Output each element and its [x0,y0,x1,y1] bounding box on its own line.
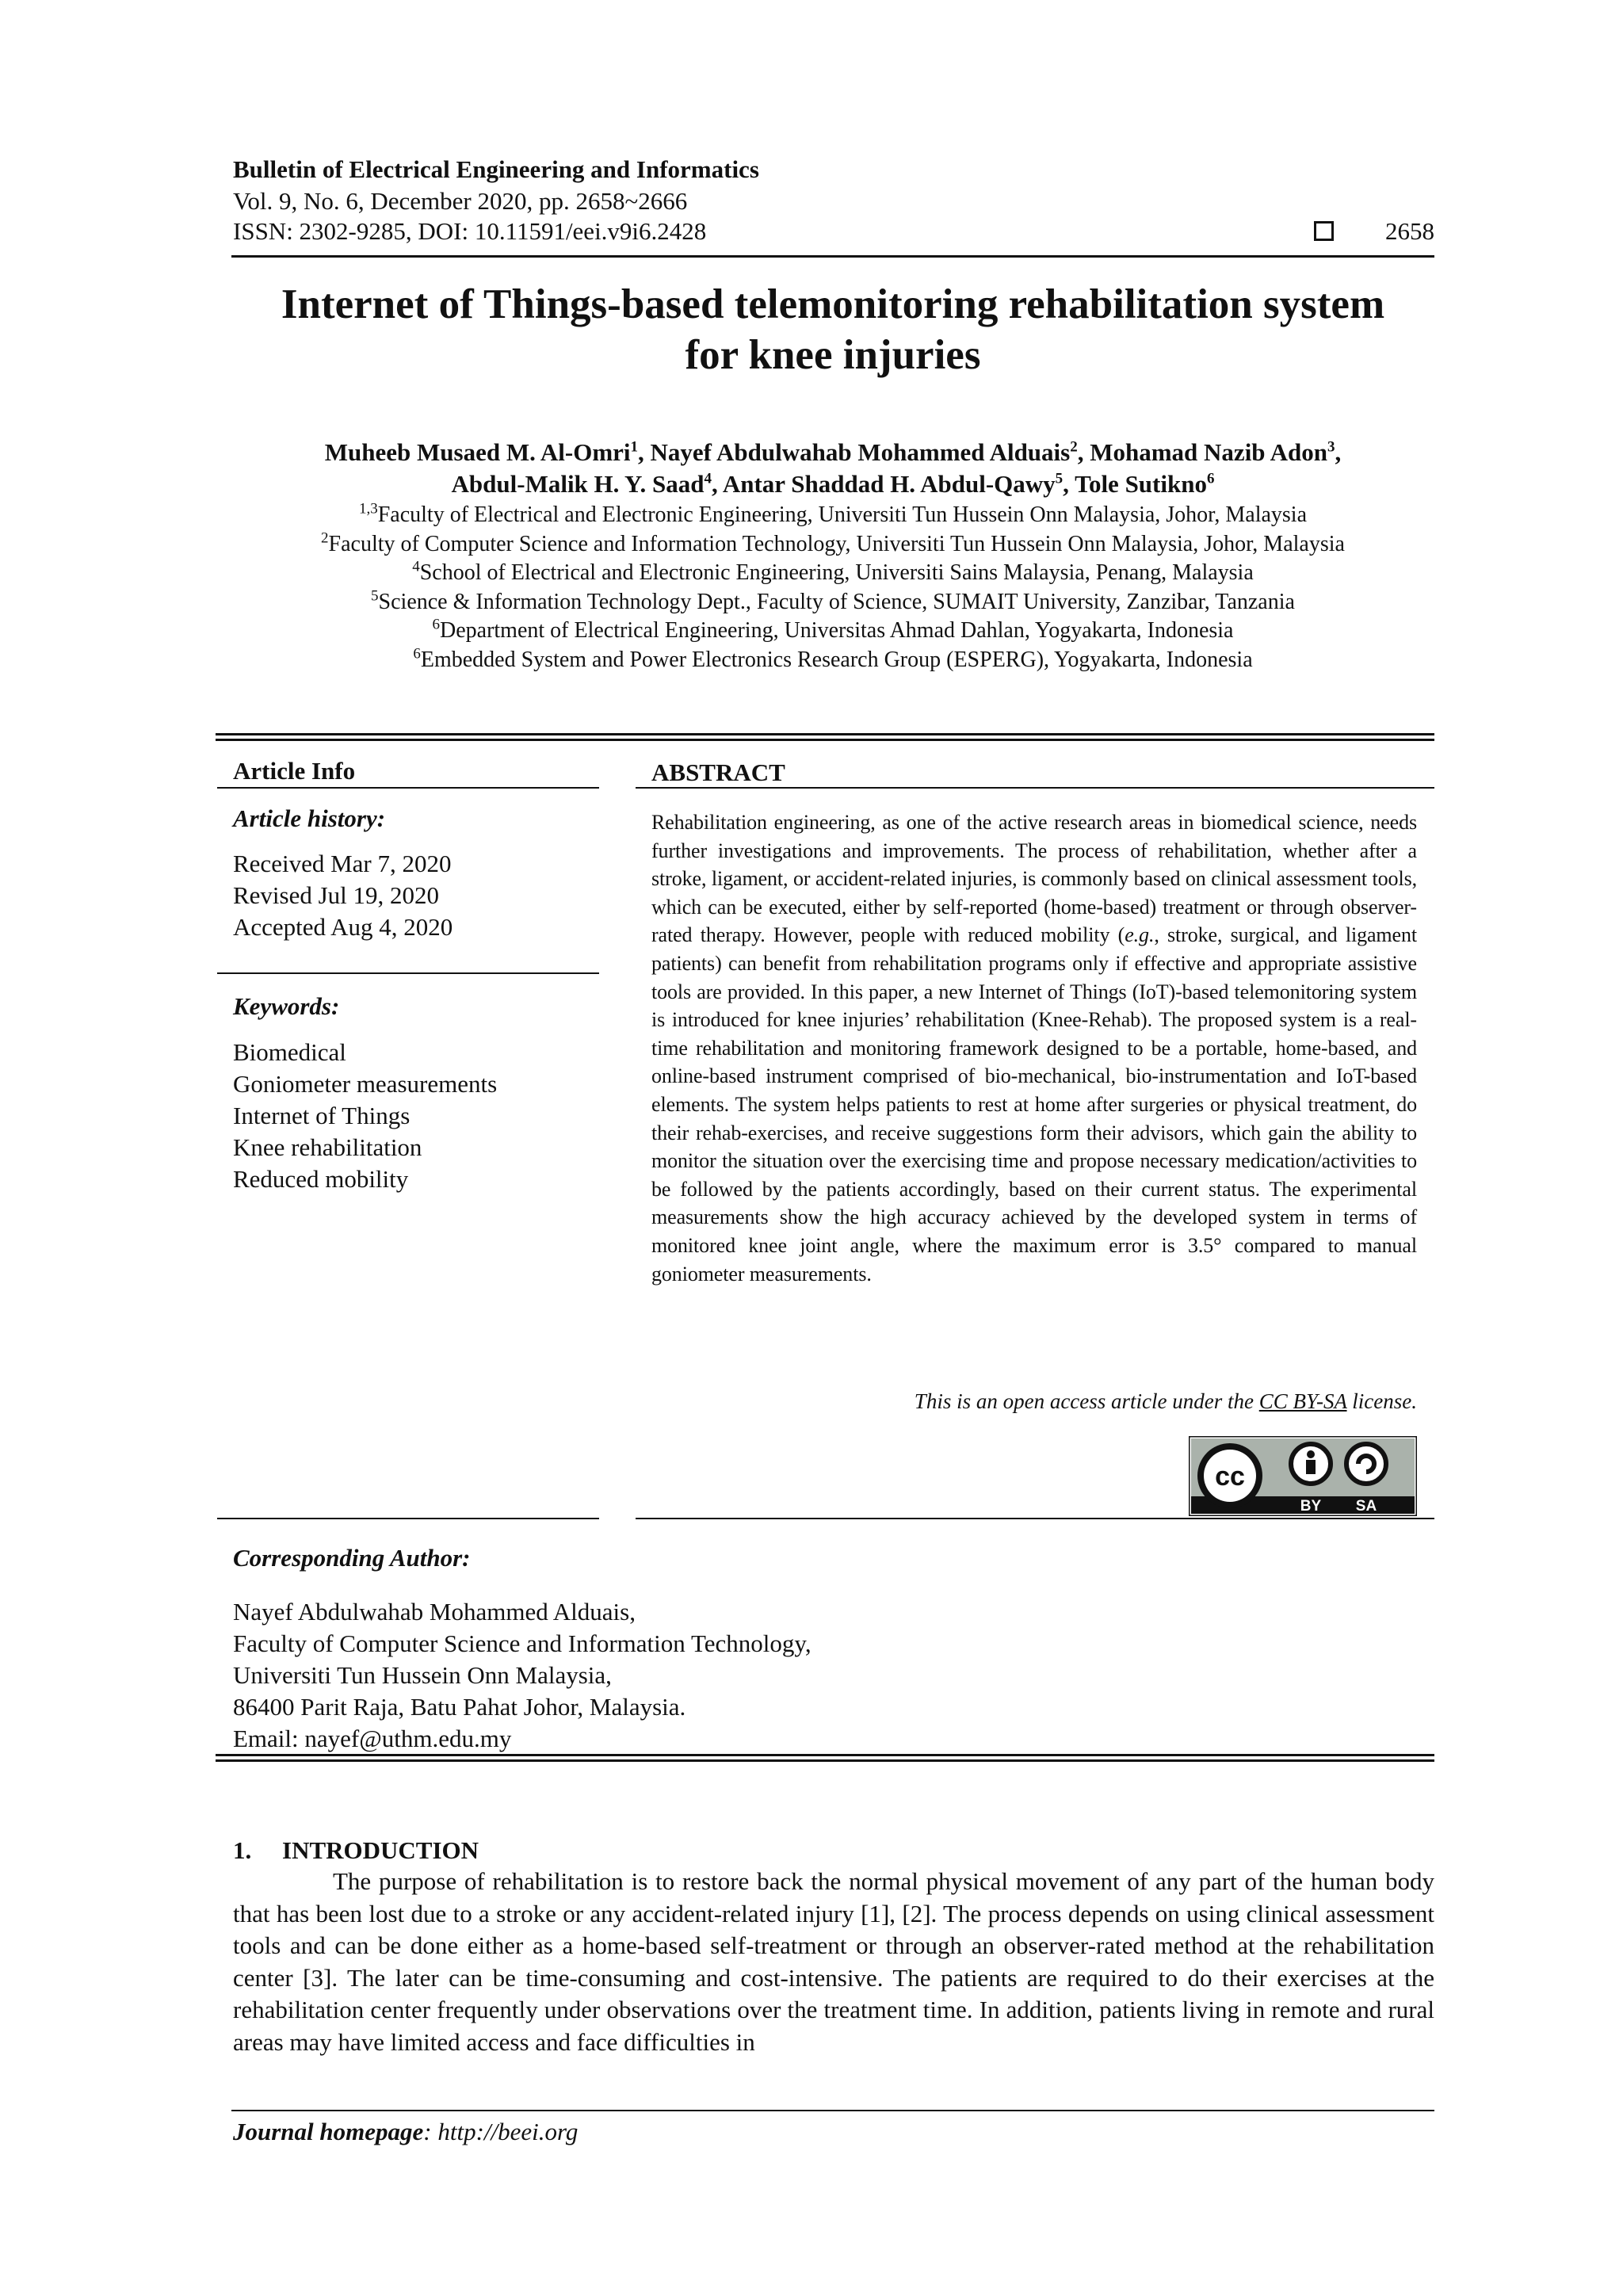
abstract-text-part: , stroke, surgical, and ligament patients) can benefit from rehabilitation programs only if effective and appropriate assistive tools are provided. In this paper, a new Internet of Things (IoT)-based telemonitoring system is introduced for knee injuries’ rehabilitation (Knee-Rehab). The proposed system is a real-time rehabilitation and monitoring framework designed to be a portable, home-based, and online-based instrument comprised of bio-mechanical, bio-instrumentation and IoT-based elements. The system helps patients to rest at home after surgeries or physical treatment, do their rehab-exercises, and receive suggestions form their advisors, which gain the ability to monitor the situation over the exercising time and propose necessary medication/activities to be followed by the patients accordingly, based on their current status. The experimental measurements show the high accuracy achieved by the developed system in terms of monitored knee joint angle, where the maximum error is 3.5° compared to manual goniometer measurements. [651,923,1417,1286]
keyword: Reduced mobility [233,1165,409,1193]
corresponding-details [233,1596,812,1755]
introduction-text [233,1866,1434,2059]
history-revised: Revised Jul 19, 2020 [233,881,440,909]
affiliation-text: Department of Electrical Engineering, Universitas Ahmad Dahlan, Yogyakarta, Indonesia [440,618,1234,643]
title-line-1: Internet of Things-based telemonitoring rehabilitation system [281,281,1385,327]
affiliation-sup: 4 [412,558,420,575]
corresponding-heading: Corresponding Author: [233,1544,471,1572]
sa-circle [1346,1444,1386,1484]
author-sup: 6 [1206,470,1215,487]
affiliation-sup: 5 [371,587,379,605]
author-name: Nayef Abdulwahab Mohammed Alduais [650,438,1071,466]
badge-sa-label: SA [1355,1498,1377,1515]
keyword: Internet of Things [233,1102,411,1129]
author-name: Tole Sutikno [1075,470,1207,498]
affiliation-sup: 6 [432,616,440,633]
article-info-rule [217,787,599,789]
corresponding-rule [217,1518,599,1519]
by-person-head [1307,1450,1315,1458]
info-bottom-rule [216,1754,1434,1762]
author-sup: 2 [1070,438,1078,456]
paper-title [231,279,1434,380]
affiliation [231,530,1434,560]
homepage-url[interactable]: : http://beei.org [423,2118,579,2145]
corresponding-university: Universiti Tun Hussein Onn Malaysia, [233,1661,612,1689]
journal-issn-doi: ISSN: 2302-9285, DOI: 10.11591/eei.v9i6.2428 [233,217,707,245]
affiliation [231,617,1434,646]
affiliation-text: Science & Information Technology Dept., Faculty of Science, SUMAIT University, Zanzibar, Tanzania [378,589,1295,614]
oa-prefix: This is an open access article under the [914,1389,1259,1413]
affiliation [231,588,1434,617]
abstract-heading: ABSTRACT [651,758,785,786]
cc-by-sa-link[interactable]: CC BY-SA [1258,1389,1347,1413]
page-number: 2658 [1385,217,1434,245]
abstract-bottom-rule [636,1518,1434,1519]
affiliation [231,501,1434,530]
author-list [231,437,1434,500]
corresponding-email[interactable]: Email: nayef@uthm.edu.my [233,1725,512,1752]
abstract-rule [636,787,1434,789]
journal-homepage [233,2118,578,2146]
badge-by-label: BY [1300,1498,1322,1515]
footer-rule [231,2110,1434,2111]
journal-name: Bulletin of Electrical Engineering and Informatics [233,155,759,183]
affiliation [231,559,1434,588]
affiliation-sup: 6 [413,645,421,663]
author-name: Abdul-Malik H. Y. Saad [451,470,705,498]
keywords-list [233,1037,497,1195]
affiliation-text: Faculty of Computer Science and Information Technology, Universiti Tun Hussein Onn Malaysia, Johor, Malaysia [328,531,1345,556]
journal-volume: Vol. 9, No. 6, December 2020, pp. 2658~2666 [233,187,688,215]
introduction-paragraph: The purpose of rehabilitation is to restore back the normal physical movement of any part of the human body that has been lost due to a stroke or any accident-related injury [1], [2]. The process depends on using clinical assessment tools and can be done either as a home-based self-treatment or through an observer-rated method at the rehabilitation center [3]. The later can be time-consuming and cost-intensive. The patients are required to do their exercises at the rehabilitation center frequently under observations over the treatment time. In addition, patients living in remote and rural areas may have limited access and face difficulties in [233,1867,1434,2056]
affiliation [231,646,1434,675]
abstract-text-part: Rehabilitation engineering, as one of the active research areas in biomedical science, needs further investigations and improvements. The process of rehabilitation, whether after a stroke, ligament, or accident-related injuries, is commonly based on clinical assessment tools, which can be executed, either by self-reported (home-based) treatment or through observer-rated therapy. However, people with reduced mobility ( [651,811,1417,947]
author-sup: 1 [630,438,639,456]
author-name: Antar Shaddad H. Abdul-Qawy [722,470,1056,498]
affiliation-sup: 1,3 [358,500,378,518]
article-info-heading: Article Info [233,757,356,785]
affiliation-text: Embedded System and Power Electronics Research Group (ESPERG), Yogyakarta, Indonesia [420,647,1253,672]
open-access-note [651,1387,1417,1415]
affiliation-list [231,501,1434,674]
author-name: Muheeb Musaed M. Al-Omri [324,438,631,466]
info-top-rule [216,733,1434,741]
abstract-text [651,808,1417,1288]
affiliation-sup: 2 [321,529,329,547]
by-person-body [1306,1460,1316,1474]
history-received: Received Mar 7, 2020 [233,850,452,877]
keywords-rule [217,972,599,974]
keyword: Biomedical [233,1038,346,1066]
author-sup: 4 [704,470,712,487]
corresponding-address: 86400 Parit Raja, Batu Pahat Johor, Malaysia. [233,1693,686,1721]
authors-line-1: Muheeb Musaed M. Al-Omri$^1$, Nayef Abdulwahab Mohammed Alduais$^2$, Mohamad Nazib Adon$^3$, [324,438,1342,466]
author-name: Mohamad Nazib Adon [1090,438,1327,466]
corresponding-faculty: Faculty of Computer Science and Information Technology, [233,1629,812,1657]
homepage-label: Journal homepage [233,2118,424,2145]
keyword: Knee rehabilitation [233,1133,422,1161]
affiliation-text: Faculty of Electrical and Electronic Engineering, Universiti Tun Hussein Onn Malaysia, Johor, Malaysia [377,502,1308,527]
keywords-heading: Keywords: [233,992,340,1020]
header-rule [231,255,1434,258]
corresponding-name: Nayef Abdulwahab Mohammed Alduais, [233,1598,636,1626]
oa-suffix: license. [1346,1389,1417,1413]
square-icon [1314,221,1334,241]
article-history-heading: Article history: [233,804,386,832]
author-sup: 3 [1327,438,1335,456]
affiliation-text: School of Electrical and Electronic Engineering, Universiti Sains Malaysia, Penang, Malaysia [419,560,1254,585]
author-sup: 5 [1055,470,1064,487]
keyword: Goniometer measurements [233,1070,498,1098]
cc-by-sa-badge-icon[interactable] [1189,1436,1417,1516]
introduction-heading: 1. INTRODUCTION [233,1836,479,1864]
title-line-2: for knee injuries [685,332,981,378]
abstract-eg: e.g. [1125,923,1155,947]
history-accepted: Accepted Aug 4, 2020 [233,913,453,941]
cc-letters: cc [1215,1461,1245,1492]
article-history-list [233,848,453,943]
authors-line-2: Abdul-Malik H. Y. Saad$^4$, Antar Shaddad H. Abdul-Qawy$^5$, Tole Sutikno$^6$ [451,470,1215,498]
